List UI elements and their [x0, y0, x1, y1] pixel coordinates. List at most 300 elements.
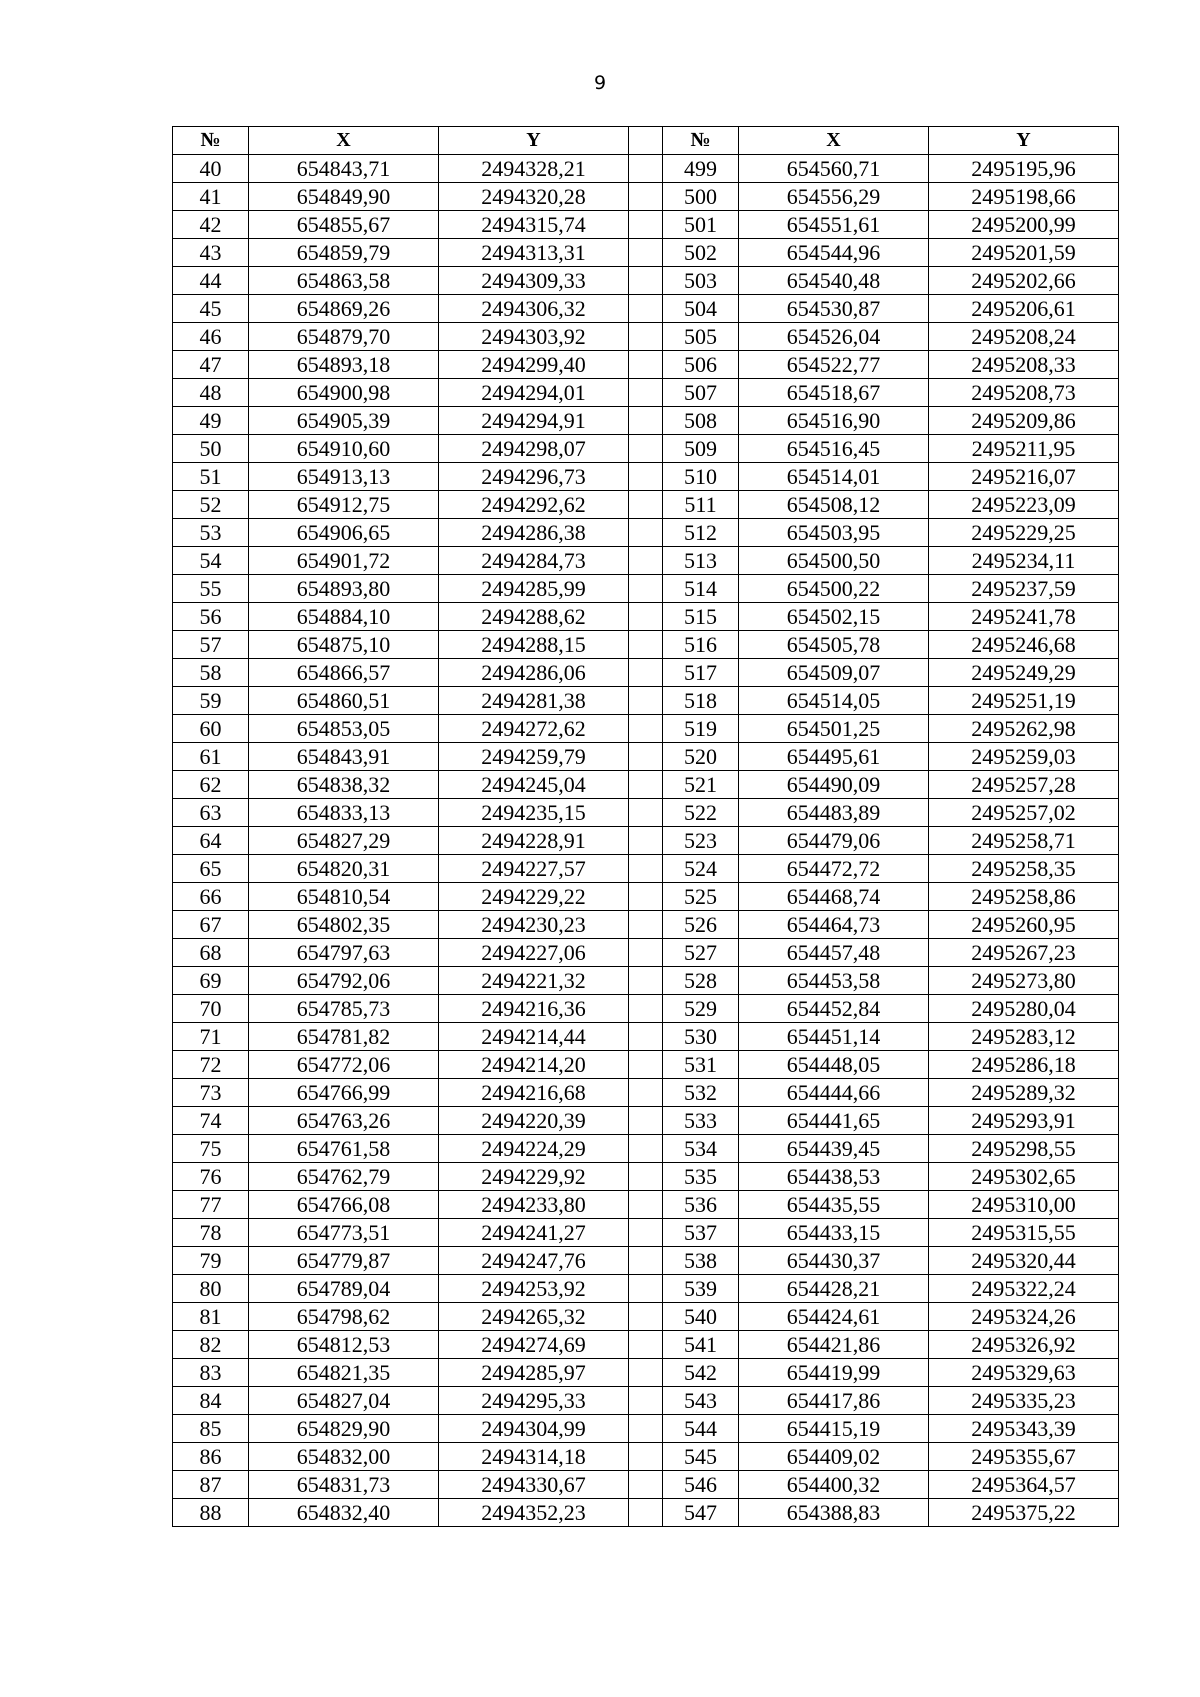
- cell-y-left: 2494314,18: [439, 1443, 629, 1471]
- cell-y-right: 2495286,18: [929, 1051, 1119, 1079]
- cell-x-left: 654912,75: [249, 491, 439, 519]
- cell-x-right: 654500,22: [739, 575, 929, 603]
- cell-y-left: 2494228,91: [439, 827, 629, 855]
- cell-x-right: 654508,12: [739, 491, 929, 519]
- cell-number-right: 521: [663, 771, 739, 799]
- column-gap: [629, 1247, 663, 1275]
- cell-y-right: 2495302,65: [929, 1163, 1119, 1191]
- cell-x-right: 654514,05: [739, 687, 929, 715]
- cell-number-left: 44: [173, 267, 249, 295]
- cell-y-left: 2494214,20: [439, 1051, 629, 1079]
- table-row: [173, 743, 1119, 771]
- cell-x-left: 654781,82: [249, 1023, 439, 1051]
- cell-y-left: 2494265,32: [439, 1303, 629, 1331]
- cell-y-left: 2494220,39: [439, 1107, 629, 1135]
- header-y-left: Y: [439, 127, 629, 155]
- table-row: [173, 1107, 1119, 1135]
- cell-x-right: 654409,02: [739, 1443, 929, 1471]
- cell-x-right: 654560,71: [739, 155, 929, 183]
- cell-y-left: 2494304,99: [439, 1415, 629, 1443]
- cell-x-right: 654495,61: [739, 743, 929, 771]
- cell-x-left: 654766,08: [249, 1191, 439, 1219]
- cell-y-left: 2494298,07: [439, 435, 629, 463]
- cell-number-left: 68: [173, 939, 249, 967]
- cell-number-right: 528: [663, 967, 739, 995]
- cell-number-left: 45: [173, 295, 249, 323]
- cell-y-left: 2494294,01: [439, 379, 629, 407]
- table-row: [173, 827, 1119, 855]
- cell-x-left: 654843,71: [249, 155, 439, 183]
- cell-x-right: 654516,90: [739, 407, 929, 435]
- column-gap: [629, 1191, 663, 1219]
- cell-number-right: 534: [663, 1135, 739, 1163]
- cell-y-right: 2495293,91: [929, 1107, 1119, 1135]
- cell-x-right: 654502,15: [739, 603, 929, 631]
- table-row: [173, 771, 1119, 799]
- cell-x-left: 654827,29: [249, 827, 439, 855]
- cell-number-left: 73: [173, 1079, 249, 1107]
- cell-x-left: 654761,58: [249, 1135, 439, 1163]
- cell-x-left: 654829,90: [249, 1415, 439, 1443]
- column-gap: [629, 1471, 663, 1499]
- header-x-right: X: [739, 127, 929, 155]
- table-row: [173, 1499, 1119, 1527]
- cell-number-right: 511: [663, 491, 739, 519]
- cell-y-right: 2495260,95: [929, 911, 1119, 939]
- cell-x-left: 654773,51: [249, 1219, 439, 1247]
- cell-x-left: 654832,40: [249, 1499, 439, 1527]
- cell-x-right: 654503,95: [739, 519, 929, 547]
- cell-number-left: 87: [173, 1471, 249, 1499]
- cell-x-right: 654551,61: [739, 211, 929, 239]
- cell-x-right: 654468,74: [739, 883, 929, 911]
- cell-x-right: 654417,86: [739, 1387, 929, 1415]
- table-row: [173, 211, 1119, 239]
- cell-y-right: 2495343,39: [929, 1415, 1119, 1443]
- table-row: [173, 519, 1119, 547]
- cell-x-right: 654556,29: [739, 183, 929, 211]
- cell-y-right: 2495211,95: [929, 435, 1119, 463]
- cell-number-right: 504: [663, 295, 739, 323]
- column-gap: [629, 547, 663, 575]
- cell-x-right: 654430,37: [739, 1247, 929, 1275]
- cell-y-right: 2495198,66: [929, 183, 1119, 211]
- cell-y-right: 2495298,55: [929, 1135, 1119, 1163]
- cell-x-left: 654831,73: [249, 1471, 439, 1499]
- cell-number-right: 537: [663, 1219, 739, 1247]
- cell-x-right: 654388,83: [739, 1499, 929, 1527]
- cell-number-left: 47: [173, 351, 249, 379]
- table-row: [173, 491, 1119, 519]
- cell-y-left: 2494253,92: [439, 1275, 629, 1303]
- column-gap: [629, 1499, 663, 1527]
- cell-number-left: 85: [173, 1415, 249, 1443]
- table-row: [173, 323, 1119, 351]
- cell-x-right: 654451,14: [739, 1023, 929, 1051]
- cell-x-left: 654766,99: [249, 1079, 439, 1107]
- header-number-left: №: [173, 127, 249, 155]
- cell-y-right: 2495241,78: [929, 603, 1119, 631]
- column-gap: [629, 267, 663, 295]
- cell-x-right: 654483,89: [739, 799, 929, 827]
- cell-x-left: 654853,05: [249, 715, 439, 743]
- table-row: [173, 939, 1119, 967]
- cell-y-right: 2495216,07: [929, 463, 1119, 491]
- cell-number-left: 49: [173, 407, 249, 435]
- cell-x-left: 654893,18: [249, 351, 439, 379]
- cell-y-left: 2494229,22: [439, 883, 629, 911]
- cell-y-left: 2494214,44: [439, 1023, 629, 1051]
- table-row: [173, 687, 1119, 715]
- cell-number-right: 501: [663, 211, 739, 239]
- cell-number-left: 59: [173, 687, 249, 715]
- cell-x-left: 654789,04: [249, 1275, 439, 1303]
- cell-y-right: 2495324,26: [929, 1303, 1119, 1331]
- cell-number-left: 58: [173, 659, 249, 687]
- column-gap: [629, 687, 663, 715]
- cell-x-right: 654509,07: [739, 659, 929, 687]
- cell-number-right: 506: [663, 351, 739, 379]
- cell-number-right: 507: [663, 379, 739, 407]
- cell-x-left: 654900,98: [249, 379, 439, 407]
- cell-y-right: 2495329,63: [929, 1359, 1119, 1387]
- cell-y-left: 2494241,27: [439, 1219, 629, 1247]
- column-gap: [629, 379, 663, 407]
- cell-x-right: 654421,86: [739, 1331, 929, 1359]
- table-row: [173, 603, 1119, 631]
- cell-number-left: 66: [173, 883, 249, 911]
- cell-number-right: 530: [663, 1023, 739, 1051]
- cell-number-right: 518: [663, 687, 739, 715]
- cell-y-left: 2494227,57: [439, 855, 629, 883]
- column-gap: [629, 575, 663, 603]
- cell-number-left: 86: [173, 1443, 249, 1471]
- cell-y-left: 2494286,38: [439, 519, 629, 547]
- cell-y-left: 2494299,40: [439, 351, 629, 379]
- cell-y-right: 2495267,23: [929, 939, 1119, 967]
- cell-x-left: 654820,31: [249, 855, 439, 883]
- column-gap: [629, 1331, 663, 1359]
- cell-x-right: 654448,05: [739, 1051, 929, 1079]
- cell-x-left: 654785,73: [249, 995, 439, 1023]
- table-row: [173, 1163, 1119, 1191]
- cell-number-right: 505: [663, 323, 739, 351]
- cell-number-right: 532: [663, 1079, 739, 1107]
- cell-x-left: 654859,79: [249, 239, 439, 267]
- cell-x-left: 654875,10: [249, 631, 439, 659]
- cell-number-left: 77: [173, 1191, 249, 1219]
- cell-number-right: 536: [663, 1191, 739, 1219]
- cell-y-left: 2494285,97: [439, 1359, 629, 1387]
- cell-x-right: 654490,09: [739, 771, 929, 799]
- cell-y-right: 2495320,44: [929, 1247, 1119, 1275]
- table-row: [173, 1051, 1119, 1079]
- cell-y-right: 2495246,68: [929, 631, 1119, 659]
- cell-y-right: 2495289,32: [929, 1079, 1119, 1107]
- cell-x-right: 654514,01: [739, 463, 929, 491]
- column-gap: [629, 155, 663, 183]
- cell-number-right: 514: [663, 575, 739, 603]
- cell-number-right: 545: [663, 1443, 739, 1471]
- cell-y-left: 2494328,21: [439, 155, 629, 183]
- cell-x-left: 654833,13: [249, 799, 439, 827]
- table-row: [173, 407, 1119, 435]
- cell-x-left: 654849,90: [249, 183, 439, 211]
- table-row: [173, 463, 1119, 491]
- cell-number-right: 503: [663, 267, 739, 295]
- cell-number-right: 512: [663, 519, 739, 547]
- table-row: [173, 295, 1119, 323]
- table-row: [173, 995, 1119, 1023]
- column-gap: [629, 211, 663, 239]
- cell-y-left: 2494224,29: [439, 1135, 629, 1163]
- column-gap: [629, 1135, 663, 1163]
- column-gap: [629, 351, 663, 379]
- column-gap: [629, 939, 663, 967]
- column-gap: [629, 1023, 663, 1051]
- column-gap: [629, 1275, 663, 1303]
- cell-x-right: 654540,48: [739, 267, 929, 295]
- cell-y-left: 2494227,06: [439, 939, 629, 967]
- column-gap: [629, 1051, 663, 1079]
- header-x-left: X: [249, 127, 439, 155]
- cell-y-right: 2495208,24: [929, 323, 1119, 351]
- table-row: [173, 1275, 1119, 1303]
- column-gap: [629, 1079, 663, 1107]
- column-gap: [629, 1415, 663, 1443]
- cell-y-left: 2494284,73: [439, 547, 629, 575]
- cell-number-right: 499: [663, 155, 739, 183]
- cell-number-left: 80: [173, 1275, 249, 1303]
- table-row: [173, 575, 1119, 603]
- cell-number-left: 71: [173, 1023, 249, 1051]
- cell-number-right: 543: [663, 1387, 739, 1415]
- cell-number-left: 61: [173, 743, 249, 771]
- column-gap: [629, 631, 663, 659]
- cell-number-left: 41: [173, 183, 249, 211]
- cell-number-left: 51: [173, 463, 249, 491]
- column-gap: [629, 1107, 663, 1135]
- table-header-row: [173, 127, 1119, 155]
- cell-number-left: 60: [173, 715, 249, 743]
- column-gap: [629, 855, 663, 883]
- cell-number-right: 519: [663, 715, 739, 743]
- table-row: [173, 1331, 1119, 1359]
- cell-y-right: 2495257,28: [929, 771, 1119, 799]
- cell-number-right: 524: [663, 855, 739, 883]
- table-row: [173, 435, 1119, 463]
- cell-x-right: 654444,66: [739, 1079, 929, 1107]
- cell-x-right: 654453,58: [739, 967, 929, 995]
- cell-y-right: 2495326,92: [929, 1331, 1119, 1359]
- table-row: [173, 1303, 1119, 1331]
- cell-x-right: 654530,87: [739, 295, 929, 323]
- cell-y-right: 2495257,02: [929, 799, 1119, 827]
- column-gap: [629, 239, 663, 267]
- cell-y-right: 2495262,98: [929, 715, 1119, 743]
- cell-number-right: 539: [663, 1275, 739, 1303]
- cell-x-left: 654884,10: [249, 603, 439, 631]
- table-row: [173, 547, 1119, 575]
- cell-x-left: 654860,51: [249, 687, 439, 715]
- cell-y-right: 2495237,59: [929, 575, 1119, 603]
- table-row: [173, 631, 1119, 659]
- column-gap: [629, 995, 663, 1023]
- cell-y-right: 2495310,00: [929, 1191, 1119, 1219]
- cell-x-right: 654479,06: [739, 827, 929, 855]
- table-row: [173, 967, 1119, 995]
- cell-y-right: 2495315,55: [929, 1219, 1119, 1247]
- cell-x-right: 654464,73: [739, 911, 929, 939]
- column-gap: [629, 743, 663, 771]
- cell-y-right: 2495259,03: [929, 743, 1119, 771]
- column-gap: [629, 463, 663, 491]
- table-row: [173, 351, 1119, 379]
- column-gap: [629, 1303, 663, 1331]
- column-gap: [629, 603, 663, 631]
- cell-number-left: 46: [173, 323, 249, 351]
- cell-y-right: 2495234,11: [929, 547, 1119, 575]
- cell-x-left: 654866,57: [249, 659, 439, 687]
- cell-number-left: 74: [173, 1107, 249, 1135]
- cell-number-right: 544: [663, 1415, 739, 1443]
- cell-y-left: 2494230,23: [439, 911, 629, 939]
- cell-y-left: 2494352,23: [439, 1499, 629, 1527]
- cell-y-right: 2495251,19: [929, 687, 1119, 715]
- cell-x-right: 654441,65: [739, 1107, 929, 1135]
- cell-number-left: 64: [173, 827, 249, 855]
- cell-y-right: 2495209,86: [929, 407, 1119, 435]
- table-row: [173, 1191, 1119, 1219]
- cell-x-right: 654505,78: [739, 631, 929, 659]
- cell-number-right: 517: [663, 659, 739, 687]
- cell-y-left: 2494259,79: [439, 743, 629, 771]
- cell-x-left: 654906,65: [249, 519, 439, 547]
- cell-number-right: 523: [663, 827, 739, 855]
- cell-y-left: 2494315,74: [439, 211, 629, 239]
- cell-y-left: 2494303,92: [439, 323, 629, 351]
- cell-x-left: 654910,60: [249, 435, 439, 463]
- cell-number-left: 42: [173, 211, 249, 239]
- cell-y-left: 2494309,33: [439, 267, 629, 295]
- table-row: [173, 1359, 1119, 1387]
- column-gap: [629, 1443, 663, 1471]
- cell-number-right: 527: [663, 939, 739, 967]
- cell-y-left: 2494281,38: [439, 687, 629, 715]
- cell-x-left: 654869,26: [249, 295, 439, 323]
- cell-number-right: 509: [663, 435, 739, 463]
- table-row: [173, 267, 1119, 295]
- cell-y-right: 2495229,25: [929, 519, 1119, 547]
- cell-y-left: 2494286,06: [439, 659, 629, 687]
- cell-number-left: 62: [173, 771, 249, 799]
- cell-x-right: 654428,21: [739, 1275, 929, 1303]
- column-gap: [629, 491, 663, 519]
- cell-x-right: 654433,15: [739, 1219, 929, 1247]
- cell-number-left: 56: [173, 603, 249, 631]
- cell-y-right: 2495208,73: [929, 379, 1119, 407]
- cell-number-right: 522: [663, 799, 739, 827]
- cell-y-right: 2495200,99: [929, 211, 1119, 239]
- cell-number-left: 81: [173, 1303, 249, 1331]
- header-number-right: №: [663, 127, 739, 155]
- cell-number-left: 65: [173, 855, 249, 883]
- column-gap: [629, 659, 663, 687]
- cell-y-right: 2495322,24: [929, 1275, 1119, 1303]
- cell-number-right: 525: [663, 883, 739, 911]
- cell-y-left: 2494274,69: [439, 1331, 629, 1359]
- cell-x-right: 654452,84: [739, 995, 929, 1023]
- cell-number-left: 57: [173, 631, 249, 659]
- cell-y-left: 2494296,73: [439, 463, 629, 491]
- column-gap: [629, 407, 663, 435]
- cell-number-left: 78: [173, 1219, 249, 1247]
- column-gap: [629, 1219, 663, 1247]
- cell-x-right: 654518,67: [739, 379, 929, 407]
- column-gap: [629, 1163, 663, 1191]
- cell-x-right: 654400,32: [739, 1471, 929, 1499]
- table-row: [173, 1415, 1119, 1443]
- table-row: [173, 911, 1119, 939]
- cell-number-left: 70: [173, 995, 249, 1023]
- cell-y-left: 2494295,33: [439, 1387, 629, 1415]
- cell-x-left: 654798,62: [249, 1303, 439, 1331]
- coordinates-table: [172, 126, 1119, 1527]
- cell-y-left: 2494235,15: [439, 799, 629, 827]
- cell-x-left: 654821,35: [249, 1359, 439, 1387]
- cell-y-right: 2495335,23: [929, 1387, 1119, 1415]
- cell-x-right: 654501,25: [739, 715, 929, 743]
- cell-number-left: 88: [173, 1499, 249, 1527]
- table-row: [173, 379, 1119, 407]
- column-gap: [629, 967, 663, 995]
- cell-x-right: 654522,77: [739, 351, 929, 379]
- cell-number-left: 52: [173, 491, 249, 519]
- table-body: [173, 155, 1119, 1527]
- column-gap: [629, 127, 663, 155]
- cell-y-right: 2495355,67: [929, 1443, 1119, 1471]
- cell-number-left: 50: [173, 435, 249, 463]
- cell-y-left: 2494272,62: [439, 715, 629, 743]
- cell-x-right: 654472,72: [739, 855, 929, 883]
- cell-number-right: 542: [663, 1359, 739, 1387]
- cell-x-left: 654901,72: [249, 547, 439, 575]
- cell-y-left: 2494320,28: [439, 183, 629, 211]
- cell-x-right: 654424,61: [739, 1303, 929, 1331]
- cell-x-left: 654863,58: [249, 267, 439, 295]
- cell-x-right: 654544,96: [739, 239, 929, 267]
- cell-number-right: 538: [663, 1247, 739, 1275]
- cell-y-left: 2494247,76: [439, 1247, 629, 1275]
- cell-number-left: 53: [173, 519, 249, 547]
- cell-y-right: 2495258,35: [929, 855, 1119, 883]
- cell-number-right: 516: [663, 631, 739, 659]
- cell-y-right: 2495258,86: [929, 883, 1119, 911]
- cell-x-left: 654779,87: [249, 1247, 439, 1275]
- cell-y-right: 2495201,59: [929, 239, 1119, 267]
- cell-y-right: 2495202,66: [929, 267, 1119, 295]
- cell-number-right: 510: [663, 463, 739, 491]
- column-gap: [629, 883, 663, 911]
- table-row: [173, 659, 1119, 687]
- cell-y-left: 2494216,68: [439, 1079, 629, 1107]
- column-gap: [629, 295, 663, 323]
- cell-x-left: 654905,39: [249, 407, 439, 435]
- cell-y-left: 2494306,32: [439, 295, 629, 323]
- table-row: [173, 715, 1119, 743]
- cell-y-left: 2494233,80: [439, 1191, 629, 1219]
- cell-number-left: 48: [173, 379, 249, 407]
